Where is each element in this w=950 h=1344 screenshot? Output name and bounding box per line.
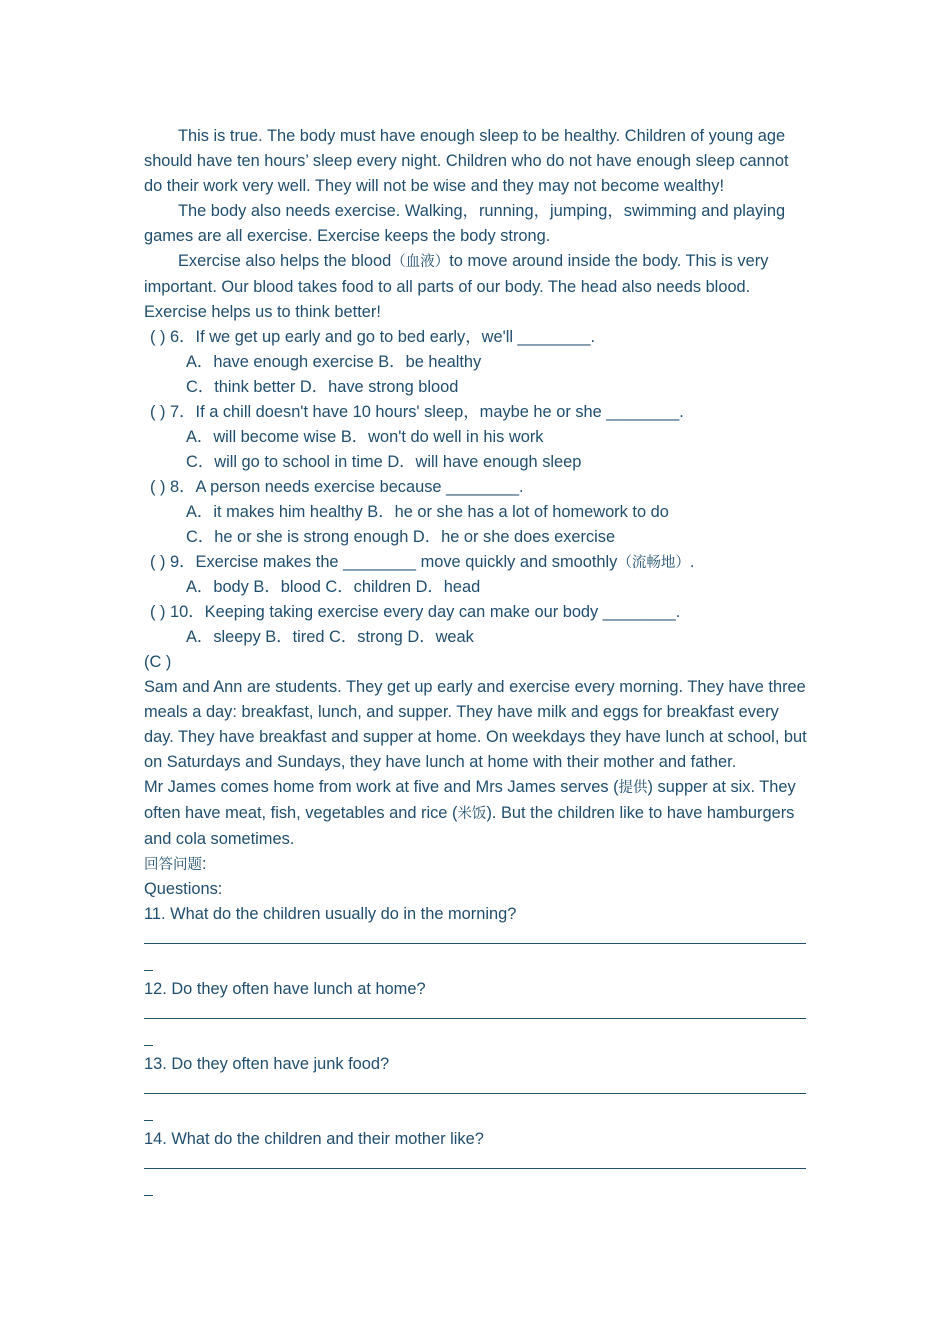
paragraph-3-text-a: Exercise also helps the blood <box>178 252 392 270</box>
paragraph-2-text-b: ) supper at six. They often have meat, fish, vegetables and rice ( <box>144 778 796 822</box>
answer-line-11[interactable] <box>144 927 808 952</box>
answer-rule <box>144 943 806 944</box>
question-7-options-cd: C．will go to school in time D．will have enough sleep <box>186 453 582 471</box>
answer-line-14-stub <box>144 1177 808 1202</box>
paragraph-2-text-a: Mr James comes home from work at five and Mrs James serves ( <box>144 778 619 796</box>
question-6-options-ab: A．have enough exercise B．be healthy <box>186 353 482 371</box>
question-10-stem: ( ) 10．Keeping taking exercise every day can make our body ________. <box>150 603 681 621</box>
question-7-stem: ( ) 7．If a chill doesn't have 10 hours' sleep，maybe he or she ________. <box>150 403 684 421</box>
answer-rule <box>144 1093 806 1094</box>
answer-questions-cjk: 回答问题 <box>144 857 202 873</box>
question-8-options-ab: A．it makes him healthy B．he or she has a lot of homework to do <box>186 503 669 521</box>
paragraph-2-cjk-gloss-2: 米饭 <box>457 806 487 822</box>
answer-line-13[interactable] <box>144 1077 808 1102</box>
passage-c-label: (C ) <box>144 653 172 671</box>
answer-rule <box>144 1018 806 1019</box>
question-10-options: A．sleepy B．tired C．strong D．weak <box>186 628 474 646</box>
question-11: 11. What do the children usually do in the morning? <box>144 905 517 923</box>
document-page <box>144 124 808 1202</box>
question-8-stem: ( ) 8．A person needs exercise because ________. <box>150 478 524 496</box>
passage-c-paragraph-2 <box>144 775 808 852</box>
question-13: 13. Do they often have junk food? <box>144 1055 390 1073</box>
question-6-stem: ( ) 6．If we get up early and go to bed early，we'll ________. <box>150 328 596 346</box>
question-6-options-cd: C．think better D．have strong blood <box>186 378 459 396</box>
paragraph-3-text-b: to move around inside the body. This is very important. Our blood takes food to all parts of our body. The head also needs blood. Exercise helps us to think better! <box>144 252 769 321</box>
question-9-cjk-gloss: （流畅地） <box>617 555 690 571</box>
question-7-options-ab: A．will become wise B．won't do well in his work <box>186 428 544 446</box>
question-9-options: A．body B．blood C．children D．head <box>186 578 481 596</box>
paragraph-2-cjk-gloss-1: 提供 <box>618 780 648 796</box>
passage-b-paragraph-1: This is true. The body must have enough sleep to be healthy. Children of young age should have ten hours’ sleep every night. Children who do not have enough sleep cannot do their work very well. They will not be wise and they may not become wealthy! <box>144 127 789 195</box>
question-14: 14. What do the children and their mother like? <box>144 1130 484 1148</box>
paragraph-3-cjk-gloss: （血液） <box>391 254 450 270</box>
answer-line-11-stub <box>144 952 808 977</box>
answer-rule <box>144 1168 806 1169</box>
question-12: 12. Do they often have lunch at home? <box>144 980 426 998</box>
passage-c-paragraph-1: Sam and Ann are students. They get up early and exercise every morning. They have three meals a day: breakfast, lunch, and supper. They have milk and eggs for breakfast every day. They have breakfast and supper at home. On weekdays they have lunch at school, but on Saturdays and Sundays, they have lunch at home with their mother and father. <box>144 678 807 771</box>
passage-b-paragraph-2: The body also needs exercise. Walking，running，jumping，swimming and playing games are all exercise. Exercise keeps the body strong. <box>144 202 786 245</box>
question-9-stem-end: . <box>689 553 695 571</box>
question-9-stem-text: ( ) 9．Exercise makes the ________ move quickly and smoothly <box>150 553 618 571</box>
questions-label: Questions: <box>144 880 223 898</box>
paragraph-2-text-c: ). But the children like to have hamburgers and cola sometimes. <box>144 804 795 848</box>
question-8-options-cd: C．he or she is strong enough D．he or she does exercise <box>186 528 616 546</box>
answer-line-14[interactable] <box>144 1152 808 1177</box>
answer-questions-label <box>144 852 808 877</box>
passage-b-paragraph-3 <box>144 249 808 325</box>
answer-line-12-stub <box>144 1027 808 1052</box>
question-9-stem <box>144 550 808 575</box>
answer-line-12[interactable] <box>144 1002 808 1027</box>
answer-line-13-stub <box>144 1102 808 1127</box>
answer-questions-colon: : <box>202 855 207 873</box>
